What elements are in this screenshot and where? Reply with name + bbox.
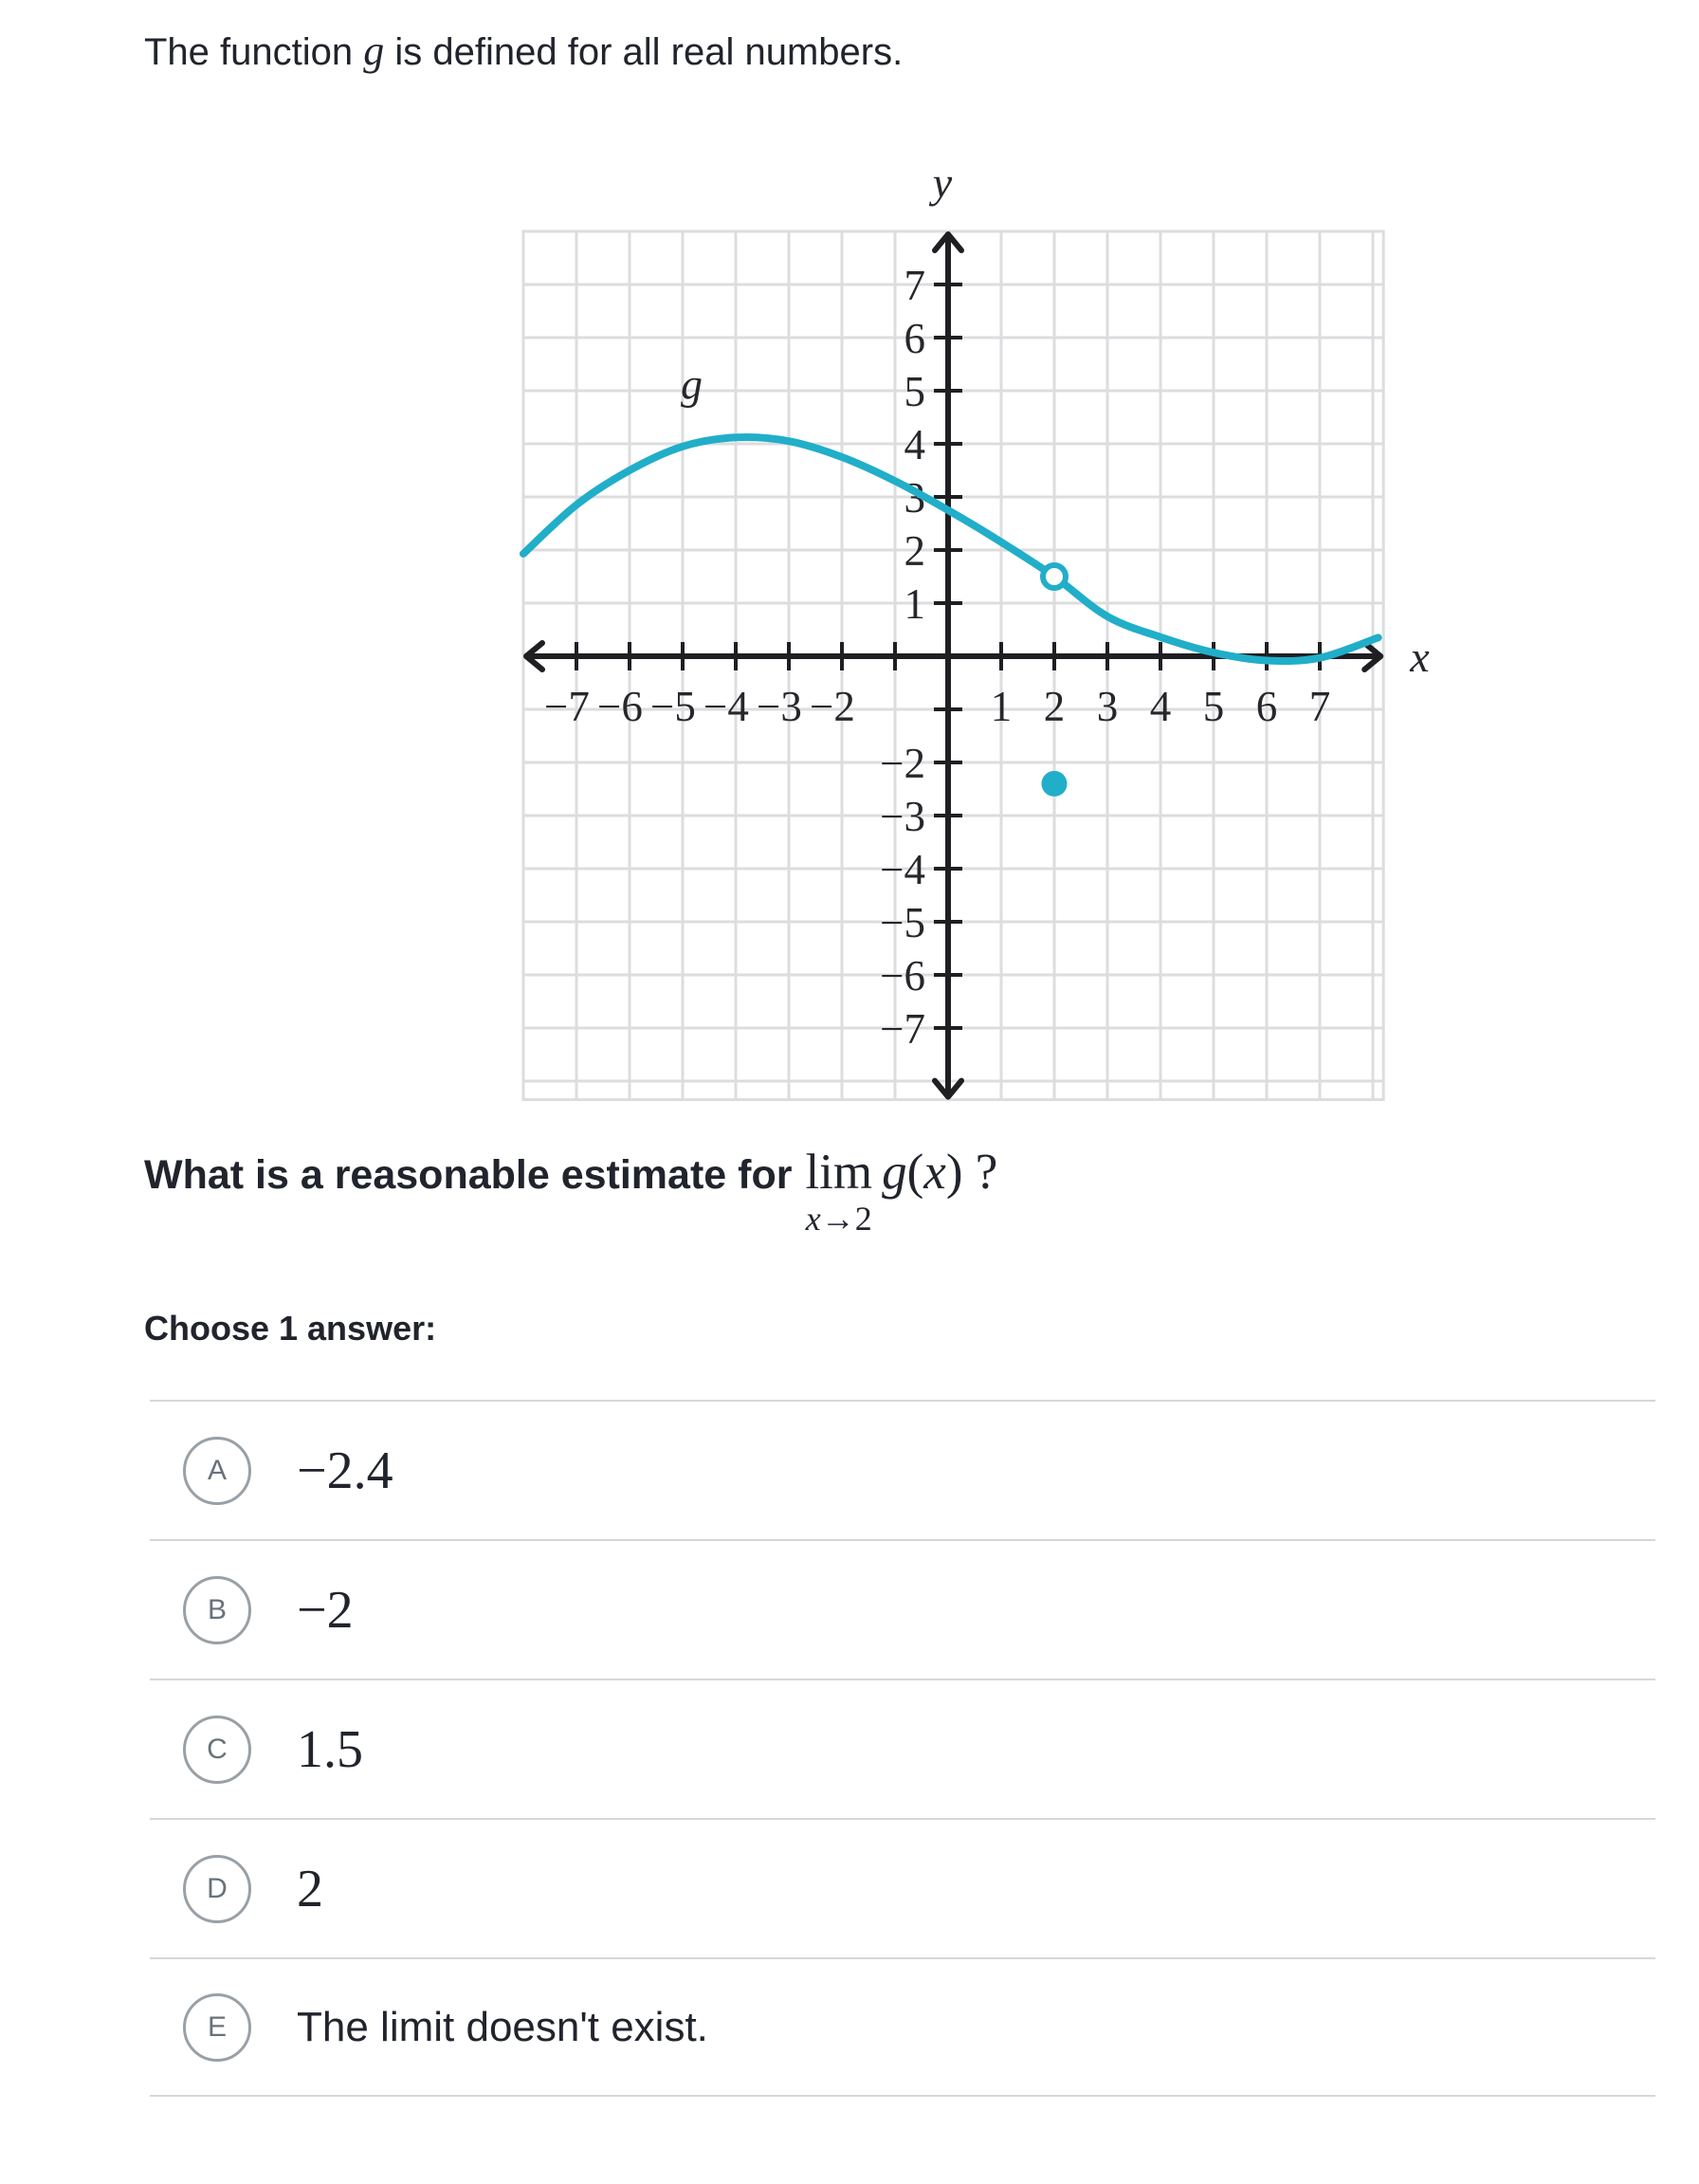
x-tick-label: 3 xyxy=(1096,683,1119,730)
grid-border xyxy=(523,231,1383,1100)
y-tick-label: −6 xyxy=(880,952,925,1000)
option-label: −2.4 xyxy=(297,1441,393,1500)
answer-option-c[interactable] xyxy=(150,1679,1655,1818)
open-point xyxy=(1043,565,1066,588)
choose-answer-heading: Choose 1 answer: xyxy=(144,1309,437,1348)
y-tick-label: −5 xyxy=(880,899,925,946)
question-line xyxy=(144,1144,998,1238)
problem-statement xyxy=(144,25,903,77)
x-tick-label: −2 xyxy=(810,683,855,730)
x-tick-label: 7 xyxy=(1308,683,1331,730)
answer-option-b[interactable] xyxy=(150,1539,1655,1679)
x-tick-label: 2 xyxy=(1043,683,1066,730)
option-letter-circle[interactable]: A xyxy=(183,1437,251,1505)
x-tick-label: 5 xyxy=(1202,683,1225,730)
y-tick-label: 7 xyxy=(904,262,925,309)
y-axis-title: y xyxy=(932,158,953,207)
closed-point xyxy=(1042,771,1068,797)
y-tick-label: 1 xyxy=(904,580,925,628)
expr-g: g xyxy=(882,1145,907,1200)
y-tick-label: −4 xyxy=(880,846,925,893)
question-text: What is a reasonable estimate for xyxy=(144,1152,793,1198)
x-tick-label: −4 xyxy=(703,683,749,730)
function-name-g: g xyxy=(363,28,385,74)
y-tick-label: 3 xyxy=(904,474,925,522)
limit-subscript-var: x xyxy=(805,1200,821,1238)
y-tick-label: −7 xyxy=(880,1005,925,1053)
x-tick-label: 4 xyxy=(1149,683,1172,730)
y-tick-label: 2 xyxy=(904,527,925,575)
y-tick-label: −2 xyxy=(880,740,925,787)
problem-statement-prefix: The function xyxy=(144,31,364,73)
option-letter-circle[interactable]: C xyxy=(183,1716,251,1784)
x-axis-title: x xyxy=(1410,633,1430,681)
option-letter-circle[interactable]: B xyxy=(183,1576,251,1644)
y-tick-label: 6 xyxy=(904,315,925,362)
x-tick-label: 1 xyxy=(990,683,1013,730)
option-letter-circle[interactable]: E xyxy=(183,1993,251,2062)
g-of-x xyxy=(882,1145,962,1200)
expr-open-paren: ( xyxy=(906,1145,924,1200)
answer-options xyxy=(150,1400,1655,2097)
option-label: 1.5 xyxy=(297,1719,363,1779)
answer-option-d[interactable] xyxy=(150,1818,1655,1957)
y-tick-label: −3 xyxy=(880,793,925,840)
answer-option-e[interactable] xyxy=(150,1957,1655,2097)
limit-subscript-arrow: →2 xyxy=(820,1200,872,1238)
y-tick-label: 5 xyxy=(904,368,925,415)
expr-close-paren: ) xyxy=(945,1145,963,1200)
question-mark: ? xyxy=(962,1145,998,1200)
expr-x: x xyxy=(923,1145,946,1200)
option-label: The limit doesn't exist. xyxy=(297,2003,708,2050)
answer-option-a[interactable] xyxy=(150,1400,1655,1539)
x-tick-label: −6 xyxy=(597,683,643,730)
lim-operator: lim xyxy=(805,1145,873,1200)
function-graph xyxy=(512,140,1432,1127)
y-tick-label: 4 xyxy=(904,421,925,468)
option-letter-circle[interactable]: D xyxy=(183,1855,251,1923)
x-tick-label: −3 xyxy=(757,683,802,730)
limit-subscript xyxy=(806,1199,872,1239)
x-tick-label: 6 xyxy=(1255,683,1278,730)
curve-label-g: g xyxy=(681,359,703,409)
option-label: 2 xyxy=(297,1859,323,1918)
option-label: −2 xyxy=(297,1580,354,1640)
limit-expression xyxy=(805,1144,873,1238)
x-tick-label: −7 xyxy=(544,683,590,730)
problem-statement-suffix: is defined for all real numbers. xyxy=(384,31,904,73)
x-tick-label: −5 xyxy=(650,683,696,730)
